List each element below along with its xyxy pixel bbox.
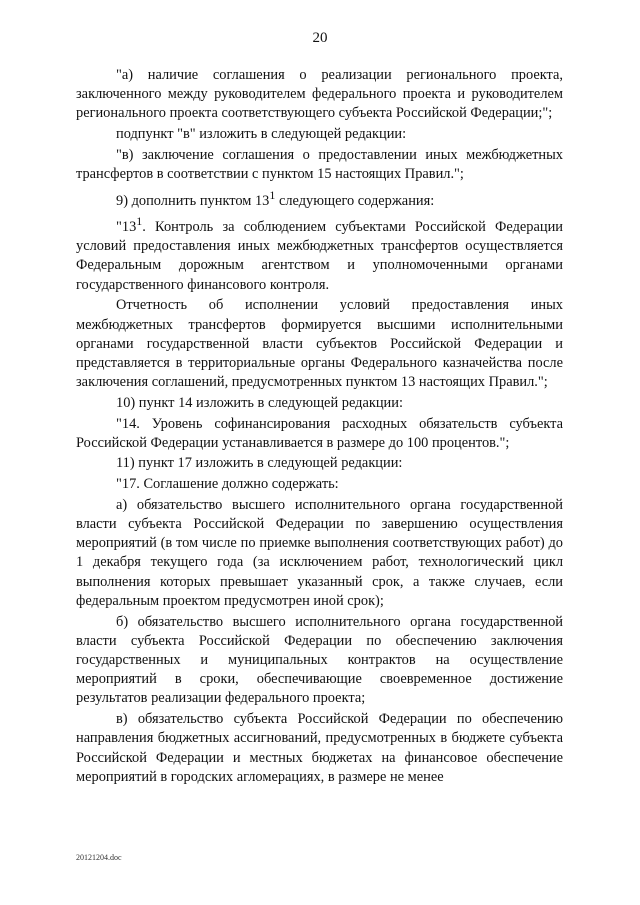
- paragraph-13-1-control: [76, 212, 563, 295]
- item-9-text-end: следующего содержания:: [275, 192, 435, 209]
- paragraph-17-a: а) обязательство высшего исполнительного органа государственной власти субъекта Российской Федерации по завершению осуществления мероприятий (в том числе по приемке выполнения соответствующих работ) до 1 декабря текущего года (за исключением работ, технологический цикл выполнения которых превышает указанный срок, а также случаев, если федеральным проектом предусмотрен иной срок);: [76, 496, 563, 609]
- document-body: [76, 66, 563, 787]
- paragraph-v-agreement: "в) заключение соглашения о предоставлении иных межбюджетных трансфертов в соответствии с пунктом 15 настоящих Правил.";: [76, 146, 563, 183]
- item-13-1-prefix: "13: [116, 219, 137, 236]
- item-9-text: 9) дополнить пунктом 13: [116, 192, 270, 209]
- page-number: 20: [312, 30, 328, 46]
- paragraph-item-11: 11) пункт 17 изложить в следующей редакции:: [116, 455, 403, 472]
- item-13-1-text: . Контроль за соблюдением субъектами Российской Федерации условий предоставления иных межбюджетных трансфертов осуществляется Федеральным дорожным агентством и уполномоченными органами государственного финансового контроля.: [76, 219, 563, 293]
- paragraph-reporting: Отчетность об исполнении условий предоставления иных межбюджетных трансфертов формируется высшими исполнительными органами государственной власти субъектов Российской Федерации и представляется в территориальные органы Федерального казначейства после заключения соглашений, предусмотренных пунктом 13 настоящих Правил.";: [76, 297, 563, 391]
- item-13-1-superscript: 1: [136, 214, 143, 229]
- paragraph-a-agreement: "а) наличие соглашения о реализации регионального проекта, заключенного между руководителем федерального проекта и руководителем регионального проекта соответствующего субъекта Российской Федерации;";: [76, 67, 563, 122]
- paragraph-17-intro: "17. Соглашение должно содержать:: [116, 476, 339, 493]
- paragraph-14-cofinancing: "14. Уровень софинансирования расходных обязательств субъекта Российской Федерации устанавливается в размере до 100 процентов.";: [76, 415, 563, 451]
- paragraph-subpoint-v-intro: подпункт "в" изложить в следующей редакции:: [116, 126, 407, 143]
- paragraph-17-b: б) обязательство высшего исполнительного органа государственной власти субъекта Российской Федерации по обеспечению заключения государственных и муниципальных контрактов на осуществление мероприятий в сроки, обеспечивающие своевременное достижение результатов реализации федерального проекта;: [76, 613, 563, 707]
- paragraph-item-9: [76, 186, 563, 211]
- document-footer-id: 20121204.doc: [76, 853, 122, 862]
- paragraph-item-10: 10) пункт 14 изложить в следующей редакции:: [116, 394, 403, 411]
- paragraph-17-v: в) обязательство субъекта Российской Федерации по обеспечению направления бюджетных ассигнований, предусмотренных в бюджете субъекта Российской Федерации и местных бюджетах на финансовое обеспечение мероприятий в городских агломерациях, в размере не менее: [76, 711, 563, 785]
- item-9-superscript: 1: [269, 187, 276, 202]
